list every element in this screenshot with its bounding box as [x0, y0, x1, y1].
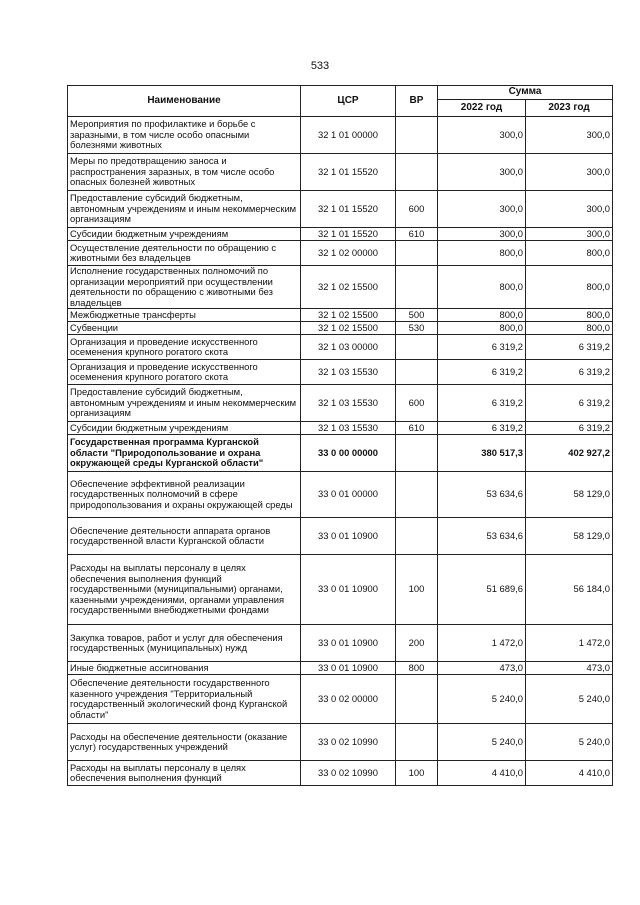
row-csr: 33 0 02 10990 — [301, 761, 396, 786]
table-row — [68, 385, 613, 422]
table-row — [68, 266, 613, 309]
row-vr: 600 — [396, 191, 438, 228]
table-row — [68, 360, 613, 385]
row-sum-2022: 6 319,2 — [438, 385, 526, 422]
row-vr — [396, 154, 438, 191]
row-sum-2022: 800,0 — [438, 241, 526, 266]
row-sum-2022: 5 240,0 — [438, 675, 526, 724]
row-sum-2022: 800,0 — [438, 266, 526, 309]
row-vr — [396, 472, 438, 518]
row-sum-2022: 1 472,0 — [438, 625, 526, 662]
row-csr: 32 1 02 15500 — [301, 266, 396, 309]
table-row — [68, 335, 613, 360]
row-sum-2023: 800,0 — [526, 322, 613, 335]
table-row — [68, 761, 613, 786]
budget-table — [67, 85, 613, 786]
row-sum-2023: 402 927,2 — [526, 435, 613, 472]
row-name: Расходы на выплаты персоналу в целях обеспечения выполнения функций государственными (муниципальными) органами, казенными учреждениями, органами управления государственными внебюджетными фондами — [68, 555, 301, 625]
row-name: Предоставление субсидий бюджетным, автономным учреждениям и иным некоммерческим организациям — [68, 191, 301, 228]
table-row — [68, 724, 613, 761]
row-sum-2023: 5 240,0 — [526, 724, 613, 761]
row-name: Обеспечение эффективной реализации государственных полномочий в сфере природопользования и охраны окружающей среды — [68, 472, 301, 518]
row-csr: 32 1 01 15520 — [301, 191, 396, 228]
row-csr: 33 0 00 00000 — [301, 435, 396, 472]
row-name: Расходы на обеспечение деятельности (оказание услуг) государственных учреждений — [68, 724, 301, 761]
row-sum-2022: 300,0 — [438, 228, 526, 241]
row-csr: 33 0 01 00000 — [301, 472, 396, 518]
row-csr: 32 1 03 00000 — [301, 335, 396, 360]
row-sum-2022: 6 319,2 — [438, 422, 526, 435]
table-row — [68, 555, 613, 625]
row-vr — [396, 117, 438, 154]
row-name: Предоставление субсидий бюджетным, автономным учреждениям и иным некоммерческим организациям — [68, 385, 301, 422]
row-csr: 32 1 03 15530 — [301, 360, 396, 385]
row-name: Организация и проведение искусственного осеменения крупного рогатого скота — [68, 360, 301, 385]
header-2022: 2022 год — [438, 100, 526, 117]
row-name: Закупка товаров, работ и услуг для обеспечения государственных (муниципальных) нужд — [68, 625, 301, 662]
row-sum-2022: 53 634,6 — [438, 472, 526, 518]
table-row — [68, 662, 613, 675]
row-sum-2022: 300,0 — [438, 154, 526, 191]
row-name: Осуществление деятельности по обращению с животными без владельцев — [68, 241, 301, 266]
table-row — [68, 241, 613, 266]
row-sum-2023: 473,0 — [526, 662, 613, 675]
row-sum-2022: 380 517,3 — [438, 435, 526, 472]
row-vr — [396, 241, 438, 266]
row-csr: 32 1 02 15500 — [301, 309, 396, 322]
row-name: Субвенции — [68, 322, 301, 335]
row-name: Меры по предотвращению заноса и распространения заразных, в том числе особо опасных болезней животных — [68, 154, 301, 191]
row-sum-2022: 300,0 — [438, 117, 526, 154]
row-csr: 33 0 02 10990 — [301, 724, 396, 761]
table-row — [68, 675, 613, 724]
row-vr — [396, 335, 438, 360]
row-name: Межбюджетные трансферты — [68, 309, 301, 322]
row-vr — [396, 724, 438, 761]
row-vr: 500 — [396, 309, 438, 322]
row-vr — [396, 360, 438, 385]
row-sum-2023: 4 410,0 — [526, 761, 613, 786]
row-sum-2023: 58 129,0 — [526, 518, 613, 555]
row-vr: 610 — [396, 422, 438, 435]
row-name: Субсидии бюджетным учреждениям — [68, 228, 301, 241]
row-sum-2023: 300,0 — [526, 228, 613, 241]
row-csr: 32 1 02 00000 — [301, 241, 396, 266]
row-sum-2023: 5 240,0 — [526, 675, 613, 724]
row-csr: 33 0 01 10900 — [301, 625, 396, 662]
row-name: Исполнение государственных полномочий по организации мероприятий при осуществлении деятельности по обращению с животными без владельцев — [68, 266, 301, 309]
row-vr — [396, 435, 438, 472]
row-sum-2022: 4 410,0 — [438, 761, 526, 786]
row-name: Обеспечение деятельности государственного казенного учреждения "Территориальный государственный экологический фонд Курганской области" — [68, 675, 301, 724]
row-sum-2022: 800,0 — [438, 322, 526, 335]
row-sum-2023: 800,0 — [526, 241, 613, 266]
row-vr: 610 — [396, 228, 438, 241]
row-csr: 32 1 01 15520 — [301, 228, 396, 241]
header-2023: 2023 год — [526, 100, 613, 117]
table-row — [68, 625, 613, 662]
row-vr: 600 — [396, 385, 438, 422]
row-sum-2022: 5 240,0 — [438, 724, 526, 761]
row-vr — [396, 675, 438, 724]
row-vr — [396, 266, 438, 309]
table-row — [68, 472, 613, 518]
header-csr: ЦСР — [301, 86, 396, 117]
row-sum-2023: 56 184,0 — [526, 555, 613, 625]
row-name: Расходы на выплаты персоналу в целях обеспечения выполнения функций — [68, 761, 301, 786]
row-sum-2023: 6 319,2 — [526, 385, 613, 422]
table-row — [68, 154, 613, 191]
row-name: Организация и проведение искусственного осеменения крупного рогатого скота — [68, 335, 301, 360]
row-csr: 33 0 01 10900 — [301, 518, 396, 555]
row-vr: 100 — [396, 555, 438, 625]
row-sum-2023: 6 319,2 — [526, 335, 613, 360]
row-csr: 32 1 01 15520 — [301, 154, 396, 191]
row-name: Обеспечение деятельности аппарата органов государственной власти Курганской области — [68, 518, 301, 555]
row-sum-2022: 800,0 — [438, 309, 526, 322]
row-csr: 32 1 02 15500 — [301, 322, 396, 335]
header-vr: ВР — [396, 86, 438, 117]
row-name: Иные бюджетные ассигнования — [68, 662, 301, 675]
row-csr: 32 1 01 00000 — [301, 117, 396, 154]
row-sum-2023: 300,0 — [526, 154, 613, 191]
row-csr: 33 0 01 10900 — [301, 555, 396, 625]
table-row — [68, 435, 613, 472]
table-body — [68, 117, 613, 786]
row-csr: 32 1 03 15530 — [301, 385, 396, 422]
row-csr: 33 0 02 00000 — [301, 675, 396, 724]
page-number: 533 — [310, 60, 330, 72]
row-sum-2022: 473,0 — [438, 662, 526, 675]
row-vr: 200 — [396, 625, 438, 662]
row-sum-2023: 58 129,0 — [526, 472, 613, 518]
table-row — [68, 518, 613, 555]
row-csr: 33 0 01 10900 — [301, 662, 396, 675]
row-sum-2023: 6 319,2 — [526, 422, 613, 435]
table-row — [68, 322, 613, 335]
row-sum-2023: 6 319,2 — [526, 360, 613, 385]
row-sum-2023: 800,0 — [526, 266, 613, 309]
table-row — [68, 117, 613, 154]
row-vr: 800 — [396, 662, 438, 675]
row-name: Субсидии бюджетным учреждениям — [68, 422, 301, 435]
row-sum-2023: 300,0 — [526, 117, 613, 154]
table-row — [68, 309, 613, 322]
row-vr: 100 — [396, 761, 438, 786]
header-sum: Сумма — [438, 86, 613, 100]
header-name: Наименование — [68, 86, 301, 117]
row-name: Мероприятия по профилактике и борьбе с заразными, в том числе особо опасными болезнями животных — [68, 117, 301, 154]
row-vr: 530 — [396, 322, 438, 335]
row-sum-2022: 6 319,2 — [438, 360, 526, 385]
row-sum-2022: 300,0 — [438, 191, 526, 228]
row-vr — [396, 518, 438, 555]
table-row — [68, 422, 613, 435]
table-row — [68, 228, 613, 241]
row-sum-2022: 6 319,2 — [438, 335, 526, 360]
row-name: Государственная программа Курганской области "Природопользование и охрана окружающей среды Курганской области" — [68, 435, 301, 472]
row-csr: 32 1 03 15530 — [301, 422, 396, 435]
row-sum-2022: 51 689,6 — [438, 555, 526, 625]
row-sum-2023: 1 472,0 — [526, 625, 613, 662]
row-sum-2023: 800,0 — [526, 309, 613, 322]
table-row — [68, 191, 613, 228]
row-sum-2022: 53 634,6 — [438, 518, 526, 555]
row-sum-2023: 300,0 — [526, 191, 613, 228]
